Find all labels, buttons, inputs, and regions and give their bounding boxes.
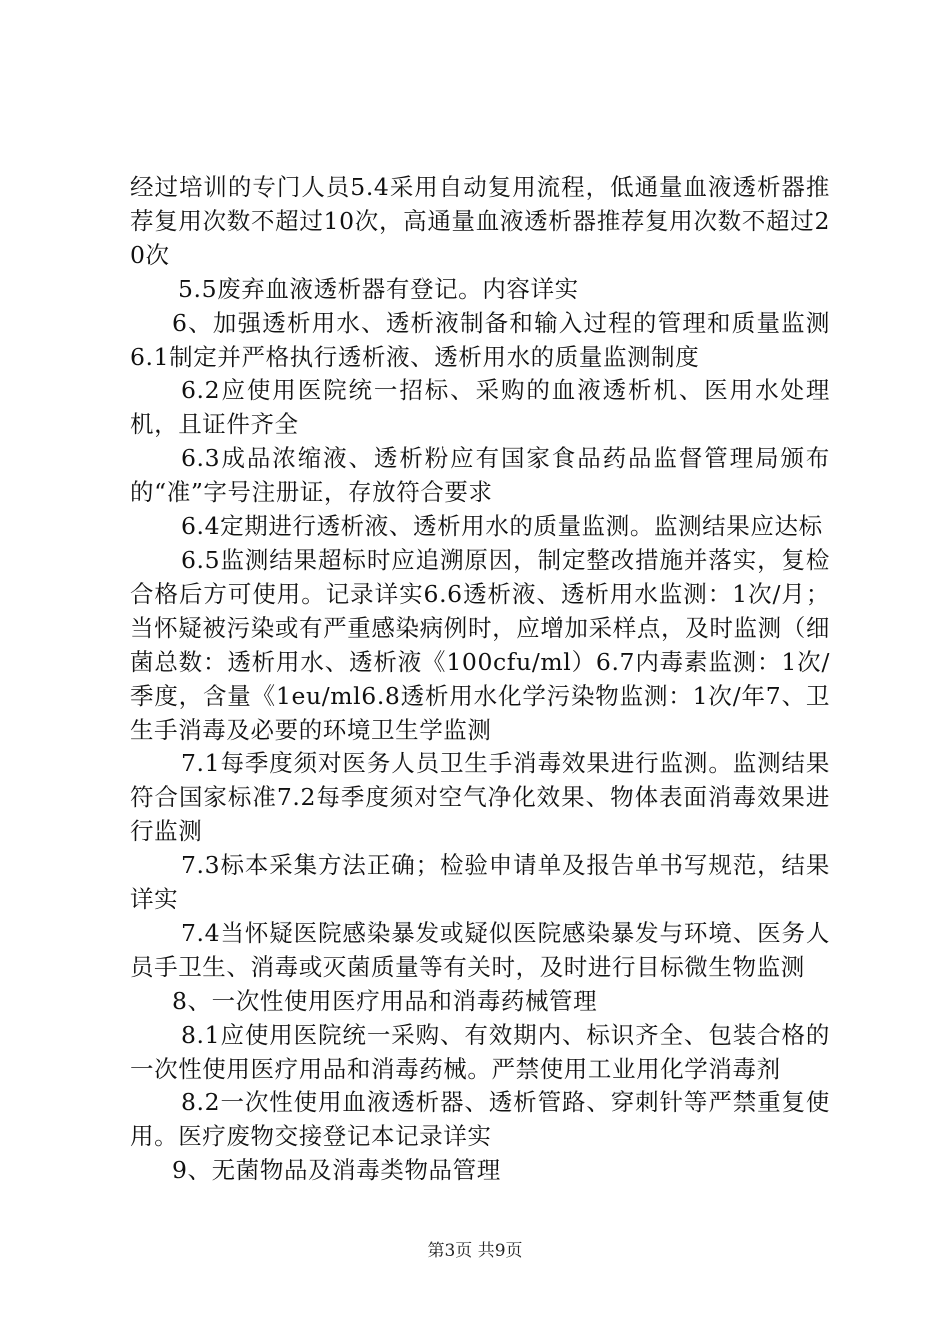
paragraph-7-1: 7.1每季度须对医务人员卫生手消毒效果进行监测。监测结果符合国家标准7.2每季度须对空气净化效果、物体表面消毒效果进行监测 xyxy=(130,749,830,846)
paragraph-6-5: 6.5监测结果超标时应追溯原因，制定整改措施并落实，复检合格后方可使用。记录详实6.6透析液、透析用水监测：1次/月；当怀疑被污染或有严重感染病例时，应增加采样点，及时监测（细菌总数：透析用水、透析液《100cfu/ml）6.7内毒素监测：1次/季度，含量《1eu/ml6.8透析用水化学污染物监测：1次/年7、卫生手消毒及必要的环境卫生学监测 xyxy=(130,545,830,744)
paragraph-6-3: 6.3成品浓缩液、透析粉应有国家食品药品监督管理局颁布的“准”字号注册证，存放符合要求 xyxy=(130,444,830,507)
paragraph-6-2: 6.2应使用医院统一招标、采购的血液透析机、医用水处理机，且证件齐全 xyxy=(130,376,830,439)
paragraph-7-4: 7.4当怀疑医院感染暴发或疑似医院感染暴发与环境、医务人员手卫生、消毒或灭菌质量等有关时，及时进行目标微生物监测 xyxy=(130,918,830,981)
paragraph-6-4: 6.4定期进行透析液、透析用水的质量监测。监测结果应达标 xyxy=(181,512,823,541)
paragraph-8-2: 8.2一次性使用血液透析器、透析管路、穿刺针等严禁重复使用。医疗废物交接登记本记录详实 xyxy=(130,1088,830,1151)
page-number-footer: 第3页 共9页 xyxy=(427,1241,523,1261)
document-body xyxy=(130,171,830,1188)
paragraph-5-5: 5.5废弃血液透析器有登记。内容详实 xyxy=(178,274,579,303)
paragraph-8-1: 8.1应使用医院统一采购、有效期内、标识齐全、包装合格的一次性使用医疗用品和消毒药械。严禁使用工业用化学消毒剂 xyxy=(130,1020,830,1083)
paragraph-8: 8、一次性使用医疗用品和消毒药械管理 xyxy=(172,986,598,1015)
paragraph-7-3: 7.3标本采集方法正确；检验申请单及报告单书写规范，结果详实 xyxy=(130,851,830,914)
paragraph-6: 6、加强透析用水、透析液制备和输入过程的管理和质量监测6.1制定并严格执行透析液、透析用水的质量监测制度 xyxy=(130,308,830,371)
paragraph-9: 9、无菌物品及消毒类物品管理 xyxy=(172,1156,501,1185)
paragraph-reuse-staff: 经过培训的专门人员5.4采用自动复用流程，低通量血液透析器推荐复用次数不超过10次，高通量血液透析器推荐复用次数不超过20次 xyxy=(130,173,830,269)
